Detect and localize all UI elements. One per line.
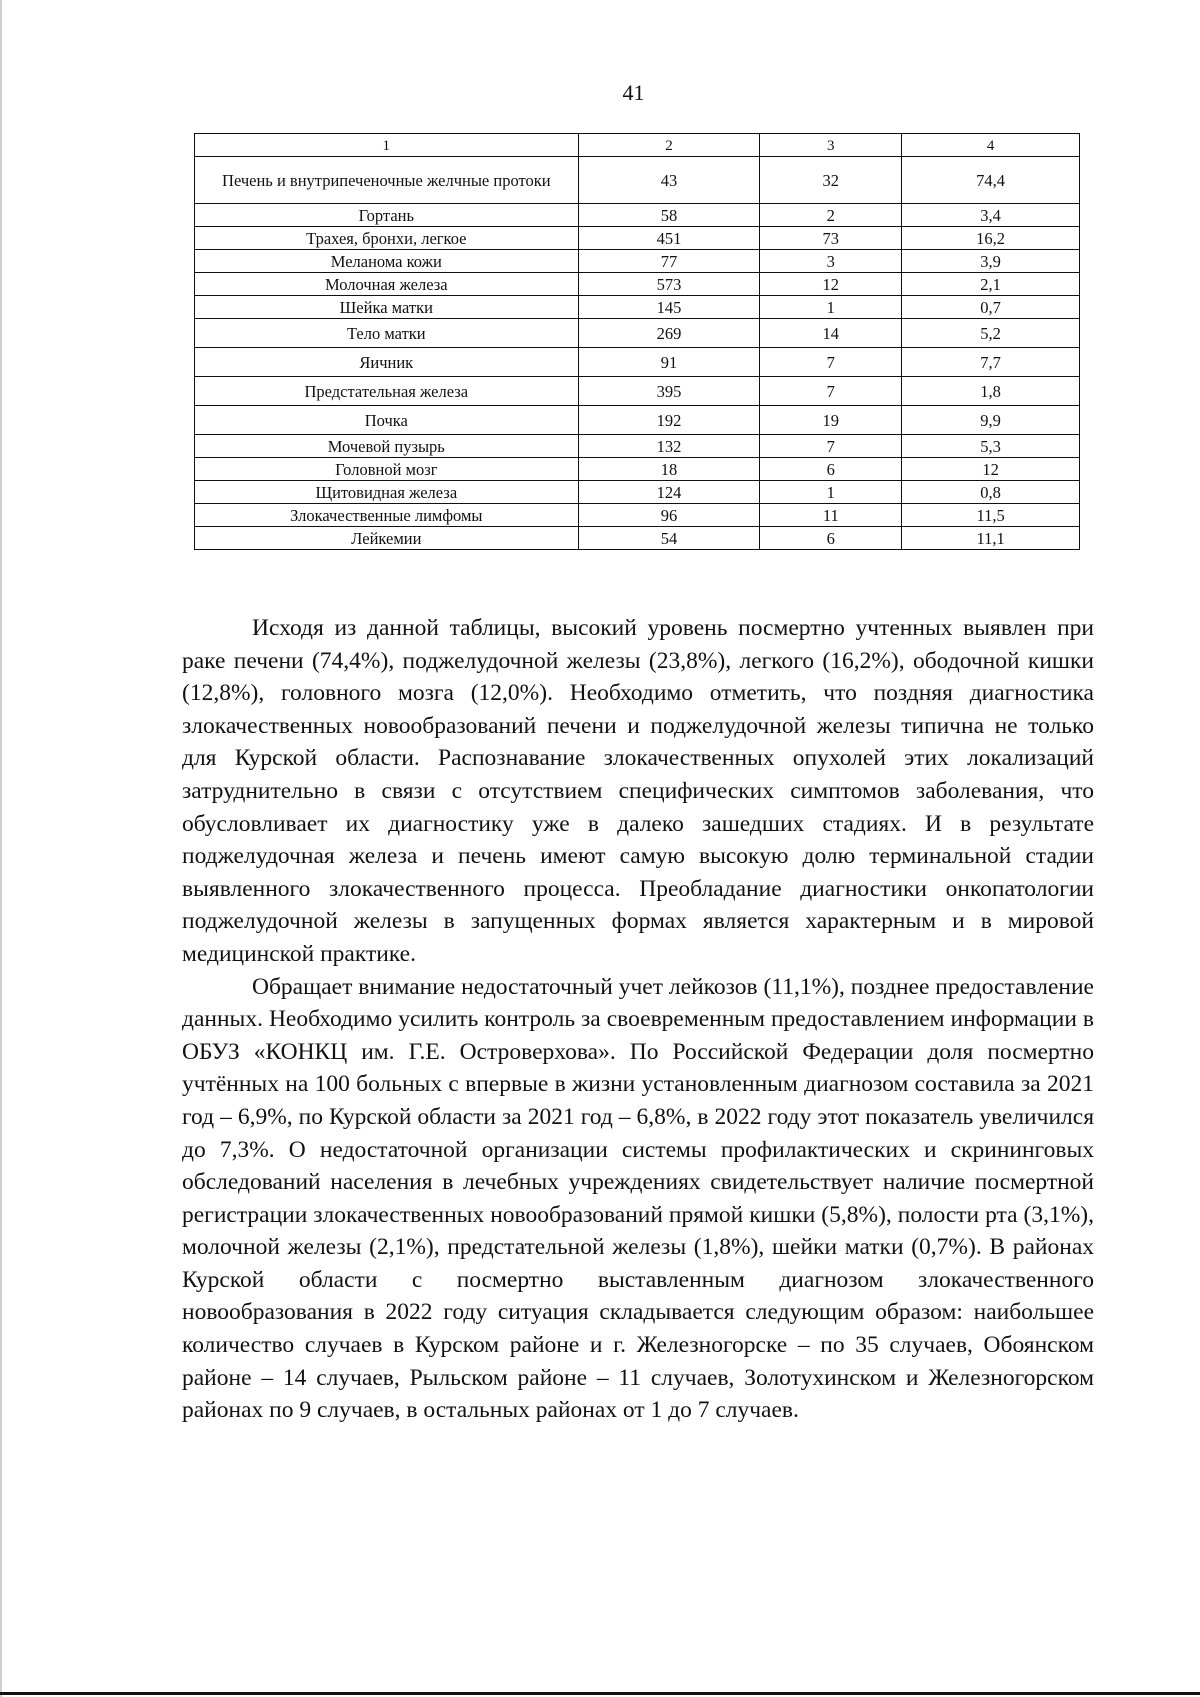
table-cell-col4: 11,5 [902, 504, 1080, 527]
table-cell-col4: 74,4 [902, 157, 1080, 204]
table-header-cell: 4 [902, 134, 1080, 157]
table-cell-col3: 19 [760, 406, 902, 435]
table-cell-col4: 3,4 [902, 204, 1080, 227]
table-row [195, 348, 1080, 377]
table-cell-col3: 1 [760, 296, 902, 319]
table-cell-col3: 6 [760, 458, 902, 481]
table-row [195, 504, 1080, 527]
table-cell-col4: 11,1 [902, 527, 1080, 550]
paragraph-table-analysis: Исходя из данной таблицы, высокий уровень посмертно учтенных выявлен при раке печени (74,4%), поджелудочной железы (23,8%), легкого (16,2%), ободочной кишки (12,8%), головного мозга (12,0%). Необходимо отметить, что поздняя диагностика злокачественных новообразований печени и поджелудочной железы типична не только для Курской области. Распознавание злокачественных опухолей этих локализаций затруднительно в связи с отсутствием специфических симптомов заболевания, что обусловливает их диагностику уже в далеко зашедших стадиях. И в результате поджелудочная железа и печень имеют самую высокую долю терминальной стадии выявленного злокачественного процесса. Преобладание диагностики онкопатологии поджелудочной железы в запущенных формах является характерным и в мировой медицинской практике. [182, 615, 1094, 967]
table-cell-site: Яичник [195, 348, 579, 377]
table-row [195, 273, 1080, 296]
paragraph-leukemia-accounting: Обращает внимание недостаточный учет лейкозов (11,1%), позднее предоставление данных. Необходимо усилить контроль за своевременным предоставлением информации в ОБУЗ «КОНКЦ им. Г.Е. Островерхова». По Российской Федерации доля посмертно учтённых на 100 больных с впервые в жизни установленным диагнозом составила за 2021 год – 6,9%, по Курской области за 2021 год – 6,8%, в 2022 году этот показатель увеличился до 7,3%. О недостаточной организации системы профилактических и скрининговых обследований населения в лечебных учреждениях свидетельствует наличие посмертной регистрации злокачественных новообразований прямой кишки (5,8%), полости рта (3,1%), молочной железы (2,1%), предстательной железы (1,8%), шейки матки (0,7%). В районах Курской области с посмертно выставленным диагнозом злокачественного новообразования в 2022 году ситуация складывается следующим образом: наибольшее количество случаев в Курском районе и г. Железногорске – по 35 случаев, Обоянском районе – 14 случаев, Рыльском районе – 11 случаев, Золотухинском и Железногорском районах по 9 случаев, в остальных районах от 1 до 7 случаев. [182, 973, 1094, 1424]
table-cell-col3: 6 [760, 527, 902, 550]
table-cell-col3: 7 [760, 348, 902, 377]
table-cell-col4: 0,8 [902, 481, 1080, 504]
scan-edge [0, 0, 2, 1697]
table-cell-col2: 451 [578, 227, 760, 250]
page-number [0, 80, 1200, 106]
table-cell-col2: 58 [578, 204, 760, 227]
table-cell-site: Меланома кожи [195, 250, 579, 273]
table-row [195, 435, 1080, 458]
table-row [195, 227, 1080, 250]
table-row [195, 204, 1080, 227]
statistics-table-container [194, 133, 1080, 550]
table-cell-col2: 91 [578, 348, 760, 377]
table-cell-col4: 3,9 [902, 250, 1080, 273]
table-cell-site: Предстательная железа [195, 377, 579, 406]
table-cell-col3: 7 [760, 435, 902, 458]
page-bottom-border [0, 1692, 1200, 1695]
table-row [195, 458, 1080, 481]
table-cell-col4: 1,8 [902, 377, 1080, 406]
table-cell-col4: 9,9 [902, 406, 1080, 435]
table-cell-site: Злокачественные лимфомы [195, 504, 579, 527]
table-cell-col4: 5,3 [902, 435, 1080, 458]
table-cell-site: Мочевой пузырь [195, 435, 579, 458]
table-cell-col4: 7,7 [902, 348, 1080, 377]
table-cell-col3: 11 [760, 504, 902, 527]
table-header-cell: 2 [578, 134, 760, 157]
table-row [195, 406, 1080, 435]
table-cell-site: Трахея, бронхи, легкое [195, 227, 579, 250]
table-cell-col2: 269 [578, 319, 760, 348]
table-row [195, 481, 1080, 504]
table-cell-col2: 395 [578, 377, 760, 406]
table-cell-col4: 5,2 [902, 319, 1080, 348]
table-cell-col2: 192 [578, 406, 760, 435]
table-header-cell: 3 [760, 134, 902, 157]
table-cell-col2: 18 [578, 458, 760, 481]
table-row [195, 319, 1080, 348]
table-cell-site: Гортань [195, 204, 579, 227]
table-cell-col3: 14 [760, 319, 902, 348]
table-cell-col3: 3 [760, 250, 902, 273]
table-cell-col3: 7 [760, 377, 902, 406]
table-cell-col4: 2,1 [902, 273, 1080, 296]
table-cell-col2: 145 [578, 296, 760, 319]
table-row [195, 157, 1080, 204]
table-row [195, 377, 1080, 406]
table-cell-col2: 96 [578, 504, 760, 527]
table-row [195, 296, 1080, 319]
table-cell-col3: 73 [760, 227, 902, 250]
table-cell-col4: 12 [902, 458, 1080, 481]
table-cell-col2: 132 [578, 435, 760, 458]
table-cell-col2: 43 [578, 157, 760, 204]
statistics-table [194, 133, 1080, 550]
body-text [182, 612, 1094, 1427]
table-cell-col4: 0,7 [902, 296, 1080, 319]
table-cell-col3: 12 [760, 273, 902, 296]
table-cell-col2: 54 [578, 527, 760, 550]
table-row [195, 527, 1080, 550]
table-cell-site: Почка [195, 406, 579, 435]
table-cell-col3: 2 [760, 204, 902, 227]
table-row [195, 250, 1080, 273]
table-cell-site: Щитовидная железа [195, 481, 579, 504]
table-cell-site: Печень и внутрипеченочные желчные протоки [195, 157, 579, 204]
table-header-cell: 1 [195, 134, 579, 157]
table-cell-site: Тело матки [195, 319, 579, 348]
table-cell-site: Молочная железа [195, 273, 579, 296]
table-header-row [195, 134, 1080, 157]
table-cell-site: Лейкемии [195, 527, 579, 550]
table-cell-col3: 32 [760, 157, 902, 204]
table-cell-site: Шейка матки [195, 296, 579, 319]
table-cell-col4: 16,2 [902, 227, 1080, 250]
table-cell-col2: 124 [578, 481, 760, 504]
table-cell-col2: 77 [578, 250, 760, 273]
table-cell-col3: 1 [760, 481, 902, 504]
table-cell-site: Головной мозг [195, 458, 579, 481]
table-cell-col2: 573 [578, 273, 760, 296]
page-number-text: 41 [622, 80, 645, 105]
